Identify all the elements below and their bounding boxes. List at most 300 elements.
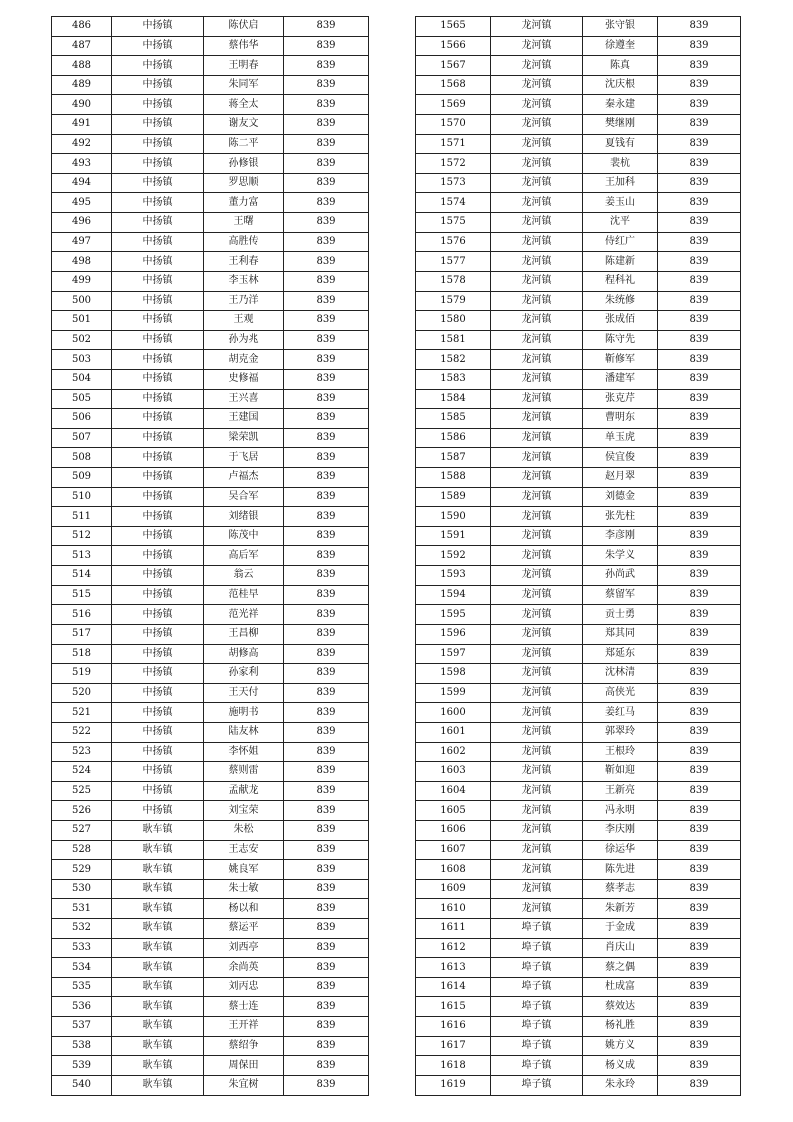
person-name-cell: 王利春	[204, 252, 284, 272]
town-cell: 中扬镇	[112, 448, 204, 468]
amount-cell: 839	[658, 860, 741, 880]
town-cell: 中扬镇	[112, 703, 204, 723]
table-row	[52, 762, 369, 782]
amount-cell: 839	[658, 644, 741, 664]
town-cell: 龙河镇	[491, 762, 583, 782]
table-row	[52, 958, 369, 978]
person-name-cell: 孙尚武	[583, 566, 658, 586]
row-number: 534	[52, 958, 112, 978]
amount-cell: 839	[284, 977, 369, 997]
row-number: 540	[52, 1075, 112, 1095]
amount-cell: 839	[284, 507, 369, 527]
town-cell: 耿车镇	[112, 1017, 204, 1037]
town-cell: 龙河镇	[491, 899, 583, 919]
row-number: 489	[52, 75, 112, 95]
amount-cell: 839	[284, 17, 369, 37]
table-row	[52, 919, 369, 939]
table-row	[416, 173, 741, 193]
amount-cell: 839	[284, 1056, 369, 1076]
amount-cell: 839	[284, 154, 369, 174]
row-number: 1617	[416, 1036, 491, 1056]
person-name-cell: 秦永建	[583, 95, 658, 115]
table-row	[52, 154, 369, 174]
amount-cell: 839	[658, 977, 741, 997]
town-cell: 中扬镇	[112, 566, 204, 586]
person-name-cell: 蔡则雷	[204, 762, 284, 782]
amount-cell: 839	[284, 369, 369, 389]
table-row	[52, 330, 369, 350]
town-cell: 中扬镇	[112, 75, 204, 95]
table-row	[416, 1036, 741, 1056]
row-number: 1619	[416, 1075, 491, 1095]
town-cell: 龙河镇	[491, 683, 583, 703]
row-number: 500	[52, 291, 112, 311]
table-row	[52, 801, 369, 821]
town-cell: 埠子镇	[491, 958, 583, 978]
person-name-cell: 樊继刚	[583, 115, 658, 135]
table-row	[416, 585, 741, 605]
town-cell: 中扬镇	[112, 409, 204, 429]
table-row	[416, 193, 741, 213]
row-number: 536	[52, 997, 112, 1017]
person-name-cell: 朱士敏	[204, 879, 284, 899]
amount-cell: 839	[658, 17, 741, 37]
row-number: 522	[52, 722, 112, 742]
person-name-cell: 郑延东	[583, 644, 658, 664]
amount-cell: 839	[658, 820, 741, 840]
table-row	[416, 703, 741, 723]
person-name-cell: 董力富	[204, 193, 284, 213]
amount-cell: 839	[658, 879, 741, 899]
person-name-cell: 程科礼	[583, 271, 658, 291]
table-row	[52, 428, 369, 448]
town-cell: 龙河镇	[491, 36, 583, 56]
row-number: 1576	[416, 232, 491, 252]
row-number: 510	[52, 487, 112, 507]
table-row	[52, 193, 369, 213]
table-row	[416, 899, 741, 919]
amount-cell: 839	[658, 624, 741, 644]
person-name-cell: 王加科	[583, 173, 658, 193]
amount-cell: 839	[658, 1056, 741, 1076]
person-name-cell: 蔡孝志	[583, 879, 658, 899]
row-number: 505	[52, 389, 112, 409]
row-number: 1591	[416, 526, 491, 546]
row-number: 1604	[416, 781, 491, 801]
table-row	[416, 644, 741, 664]
row-number: 1583	[416, 369, 491, 389]
amount-cell: 839	[284, 115, 369, 135]
row-number: 533	[52, 938, 112, 958]
table-row	[416, 468, 741, 488]
row-number: 1606	[416, 820, 491, 840]
person-name-cell: 夏钱有	[583, 134, 658, 154]
town-cell: 耿车镇	[112, 938, 204, 958]
amount-cell: 839	[284, 1075, 369, 1095]
town-cell: 埠子镇	[491, 1017, 583, 1037]
amount-cell: 839	[658, 56, 741, 76]
table-row	[416, 860, 741, 880]
table-row	[416, 369, 741, 389]
table-row	[52, 997, 369, 1017]
amount-cell: 839	[284, 389, 369, 409]
table-row	[52, 840, 369, 860]
row-number: 506	[52, 409, 112, 429]
person-name-cell: 翁云	[204, 566, 284, 586]
table-row	[52, 487, 369, 507]
amount-cell: 839	[284, 1017, 369, 1037]
table-row	[416, 232, 741, 252]
amount-cell: 839	[658, 938, 741, 958]
person-name-cell: 朱宜树	[204, 1075, 284, 1095]
amount-cell: 839	[284, 409, 369, 429]
row-number: 1607	[416, 840, 491, 860]
table-row	[416, 428, 741, 448]
row-number: 1586	[416, 428, 491, 448]
person-name-cell: 裴杭	[583, 154, 658, 174]
table-row	[416, 252, 741, 272]
town-cell: 龙河镇	[491, 781, 583, 801]
town-cell: 中扬镇	[112, 17, 204, 37]
amount-cell: 839	[658, 683, 741, 703]
table-row	[416, 95, 741, 115]
town-cell: 中扬镇	[112, 389, 204, 409]
person-name-cell: 孙家利	[204, 664, 284, 684]
row-number: 526	[52, 801, 112, 821]
amount-cell: 839	[658, 173, 741, 193]
amount-cell: 839	[284, 213, 369, 233]
town-cell: 中扬镇	[112, 526, 204, 546]
row-number: 1601	[416, 722, 491, 742]
person-name-cell: 刘西亭	[204, 938, 284, 958]
person-name-cell: 王曙	[204, 213, 284, 233]
amount-cell: 839	[284, 585, 369, 605]
person-name-cell: 蔡伟华	[204, 36, 284, 56]
row-number: 1567	[416, 56, 491, 76]
amount-cell: 839	[658, 311, 741, 331]
table-row	[52, 879, 369, 899]
row-number: 520	[52, 683, 112, 703]
row-number: 1578	[416, 271, 491, 291]
town-cell: 中扬镇	[112, 36, 204, 56]
person-name-cell: 杨义成	[583, 1056, 658, 1076]
row-number: 486	[52, 17, 112, 37]
person-name-cell: 朱新芳	[583, 899, 658, 919]
row-number: 525	[52, 781, 112, 801]
row-number: 521	[52, 703, 112, 723]
person-name-cell: 王明春	[204, 56, 284, 76]
row-number: 517	[52, 624, 112, 644]
amount-cell: 839	[284, 958, 369, 978]
row-number: 532	[52, 919, 112, 939]
town-cell: 中扬镇	[112, 507, 204, 527]
row-number: 1570	[416, 115, 491, 135]
table-row	[52, 232, 369, 252]
person-name-cell: 余尚英	[204, 958, 284, 978]
town-cell: 龙河镇	[491, 722, 583, 742]
town-cell: 中扬镇	[112, 154, 204, 174]
row-number: 1593	[416, 566, 491, 586]
town-cell: 龙河镇	[491, 840, 583, 860]
person-name-cell: 李玉林	[204, 271, 284, 291]
table-row	[416, 56, 741, 76]
table-row	[416, 683, 741, 703]
table-row	[52, 36, 369, 56]
row-number: 1613	[416, 958, 491, 978]
amount-cell: 839	[658, 546, 741, 566]
town-cell: 龙河镇	[491, 644, 583, 664]
row-number: 1598	[416, 664, 491, 684]
amount-cell: 839	[658, 1075, 741, 1095]
town-cell: 中扬镇	[112, 95, 204, 115]
amount-cell: 839	[658, 487, 741, 507]
person-name-cell: 胡克金	[204, 350, 284, 370]
town-cell: 耿车镇	[112, 1075, 204, 1095]
town-cell: 龙河镇	[491, 860, 583, 880]
row-number: 512	[52, 526, 112, 546]
table-row	[416, 350, 741, 370]
row-number: 1577	[416, 252, 491, 272]
row-number: 519	[52, 664, 112, 684]
row-number: 1612	[416, 938, 491, 958]
amount-cell: 839	[284, 232, 369, 252]
person-name-cell: 沈林清	[583, 664, 658, 684]
person-name-cell: 蔡效达	[583, 997, 658, 1017]
row-number: 1608	[416, 860, 491, 880]
town-cell: 龙河镇	[491, 428, 583, 448]
row-number: 514	[52, 566, 112, 586]
town-cell: 埠子镇	[491, 997, 583, 1017]
amount-cell: 839	[658, 762, 741, 782]
person-name-cell: 王天付	[204, 683, 284, 703]
amount-cell: 839	[658, 899, 741, 919]
amount-cell: 839	[658, 369, 741, 389]
person-name-cell: 姜红马	[583, 703, 658, 723]
row-number: 1584	[416, 389, 491, 409]
person-name-cell: 陈伏启	[204, 17, 284, 37]
amount-cell: 839	[284, 252, 369, 272]
table-row	[52, 134, 369, 154]
table-row	[52, 938, 369, 958]
row-number: 1600	[416, 703, 491, 723]
person-name-cell: 王观	[204, 311, 284, 331]
person-name-cell: 陈真	[583, 56, 658, 76]
amount-cell: 839	[658, 840, 741, 860]
table-row	[52, 899, 369, 919]
person-name-cell: 张克芹	[583, 389, 658, 409]
town-cell: 龙河镇	[491, 585, 583, 605]
row-number: 1616	[416, 1017, 491, 1037]
table-row	[416, 213, 741, 233]
town-cell: 中扬镇	[112, 291, 204, 311]
town-cell: 埠子镇	[491, 977, 583, 997]
person-name-cell: 靳如迎	[583, 762, 658, 782]
person-name-cell: 王根玲	[583, 742, 658, 762]
table-row	[416, 977, 741, 997]
row-number: 513	[52, 546, 112, 566]
amount-cell: 839	[658, 919, 741, 939]
amount-cell: 839	[284, 938, 369, 958]
amount-cell: 839	[284, 173, 369, 193]
table-row	[52, 1056, 369, 1076]
amount-cell: 839	[284, 193, 369, 213]
town-cell: 中扬镇	[112, 487, 204, 507]
amount-cell: 839	[658, 389, 741, 409]
person-name-cell: 梁荣凯	[204, 428, 284, 448]
person-name-cell: 孙为兆	[204, 330, 284, 350]
amount-cell: 839	[658, 526, 741, 546]
row-number: 508	[52, 448, 112, 468]
row-number: 503	[52, 350, 112, 370]
row-number: 1587	[416, 448, 491, 468]
table-row	[52, 644, 369, 664]
town-cell: 龙河镇	[491, 95, 583, 115]
table-row	[52, 173, 369, 193]
amount-cell: 839	[284, 879, 369, 899]
table-row	[52, 468, 369, 488]
table-row	[52, 271, 369, 291]
row-number: 1602	[416, 742, 491, 762]
amount-cell: 839	[658, 664, 741, 684]
amount-cell: 839	[284, 1036, 369, 1056]
person-name-cell: 张先柱	[583, 507, 658, 527]
row-number: 538	[52, 1036, 112, 1056]
amount-cell: 839	[658, 428, 741, 448]
person-name-cell: 姜玉山	[583, 193, 658, 213]
row-number: 499	[52, 271, 112, 291]
roster-table-left	[51, 16, 369, 1096]
town-cell: 龙河镇	[491, 311, 583, 331]
person-name-cell: 单玉虎	[583, 428, 658, 448]
town-cell: 龙河镇	[491, 252, 583, 272]
amount-cell: 839	[284, 781, 369, 801]
row-number: 490	[52, 95, 112, 115]
town-cell: 耿车镇	[112, 820, 204, 840]
table-row	[416, 762, 741, 782]
amount-cell: 839	[284, 291, 369, 311]
amount-cell: 839	[658, 448, 741, 468]
table-row	[416, 722, 741, 742]
town-cell: 龙河镇	[491, 487, 583, 507]
town-cell: 中扬镇	[112, 801, 204, 821]
amount-cell: 839	[284, 546, 369, 566]
row-number: 528	[52, 840, 112, 860]
table-row	[52, 781, 369, 801]
person-name-cell: 蔡绍争	[204, 1036, 284, 1056]
row-number: 492	[52, 134, 112, 154]
amount-cell: 839	[658, 232, 741, 252]
amount-cell: 839	[284, 95, 369, 115]
table-row	[416, 291, 741, 311]
table-row	[52, 75, 369, 95]
town-cell: 中扬镇	[112, 664, 204, 684]
person-name-cell: 刘绪银	[204, 507, 284, 527]
town-cell: 龙河镇	[491, 742, 583, 762]
amount-cell: 839	[284, 860, 369, 880]
table-row	[416, 1056, 741, 1076]
amount-cell: 839	[658, 95, 741, 115]
row-number: 1588	[416, 468, 491, 488]
row-number: 1597	[416, 644, 491, 664]
row-number: 501	[52, 311, 112, 331]
amount-cell: 839	[284, 526, 369, 546]
row-number: 1580	[416, 311, 491, 331]
person-name-cell: 贡士勇	[583, 605, 658, 625]
amount-cell: 839	[284, 566, 369, 586]
row-number: 494	[52, 173, 112, 193]
person-name-cell: 孟献龙	[204, 781, 284, 801]
person-name-cell: 朱统修	[583, 291, 658, 311]
person-name-cell: 高侠光	[583, 683, 658, 703]
town-cell: 龙河镇	[491, 350, 583, 370]
row-number: 504	[52, 369, 112, 389]
person-name-cell: 王志安	[204, 840, 284, 860]
row-number: 497	[52, 232, 112, 252]
town-cell: 龙河镇	[491, 213, 583, 233]
amount-cell: 839	[284, 840, 369, 860]
person-name-cell: 王昌柳	[204, 624, 284, 644]
person-name-cell: 杨以和	[204, 899, 284, 919]
row-number: 530	[52, 879, 112, 899]
row-number: 1569	[416, 95, 491, 115]
row-number: 1603	[416, 762, 491, 782]
row-number: 1572	[416, 154, 491, 174]
table-row	[416, 938, 741, 958]
town-cell: 中扬镇	[112, 546, 204, 566]
amount-cell: 839	[284, 742, 369, 762]
table-row	[416, 801, 741, 821]
row-number: 502	[52, 330, 112, 350]
amount-cell: 839	[284, 56, 369, 76]
person-name-cell: 郑其同	[583, 624, 658, 644]
amount-cell: 839	[284, 75, 369, 95]
town-cell: 龙河镇	[491, 173, 583, 193]
town-cell: 耿车镇	[112, 977, 204, 997]
person-name-cell: 陈茂中	[204, 526, 284, 546]
table-row	[416, 507, 741, 527]
row-number: 537	[52, 1017, 112, 1037]
person-name-cell: 于飞居	[204, 448, 284, 468]
person-name-cell: 陈建新	[583, 252, 658, 272]
town-cell: 埠子镇	[491, 1075, 583, 1095]
row-number: 1590	[416, 507, 491, 527]
town-cell: 中扬镇	[112, 644, 204, 664]
town-cell: 龙河镇	[491, 507, 583, 527]
person-name-cell: 蔡留军	[583, 585, 658, 605]
amount-cell: 839	[658, 330, 741, 350]
person-name-cell: 李庆刚	[583, 820, 658, 840]
town-cell: 龙河镇	[491, 75, 583, 95]
table-row	[52, 977, 369, 997]
amount-cell: 839	[658, 252, 741, 272]
town-cell: 耿车镇	[112, 860, 204, 880]
amount-cell: 839	[658, 566, 741, 586]
amount-cell: 839	[658, 722, 741, 742]
amount-cell: 839	[658, 605, 741, 625]
person-name-cell: 张成佰	[583, 311, 658, 331]
roster-table-right-body	[416, 17, 741, 1096]
row-number: 524	[52, 762, 112, 782]
table-row	[52, 585, 369, 605]
person-name-cell: 姚良军	[204, 860, 284, 880]
table-row	[416, 605, 741, 625]
amount-cell: 839	[658, 997, 741, 1017]
row-number: 1595	[416, 605, 491, 625]
person-name-cell: 杨礼胜	[583, 1017, 658, 1037]
table-row	[52, 860, 369, 880]
person-name-cell: 于金成	[583, 919, 658, 939]
amount-cell: 839	[658, 703, 741, 723]
